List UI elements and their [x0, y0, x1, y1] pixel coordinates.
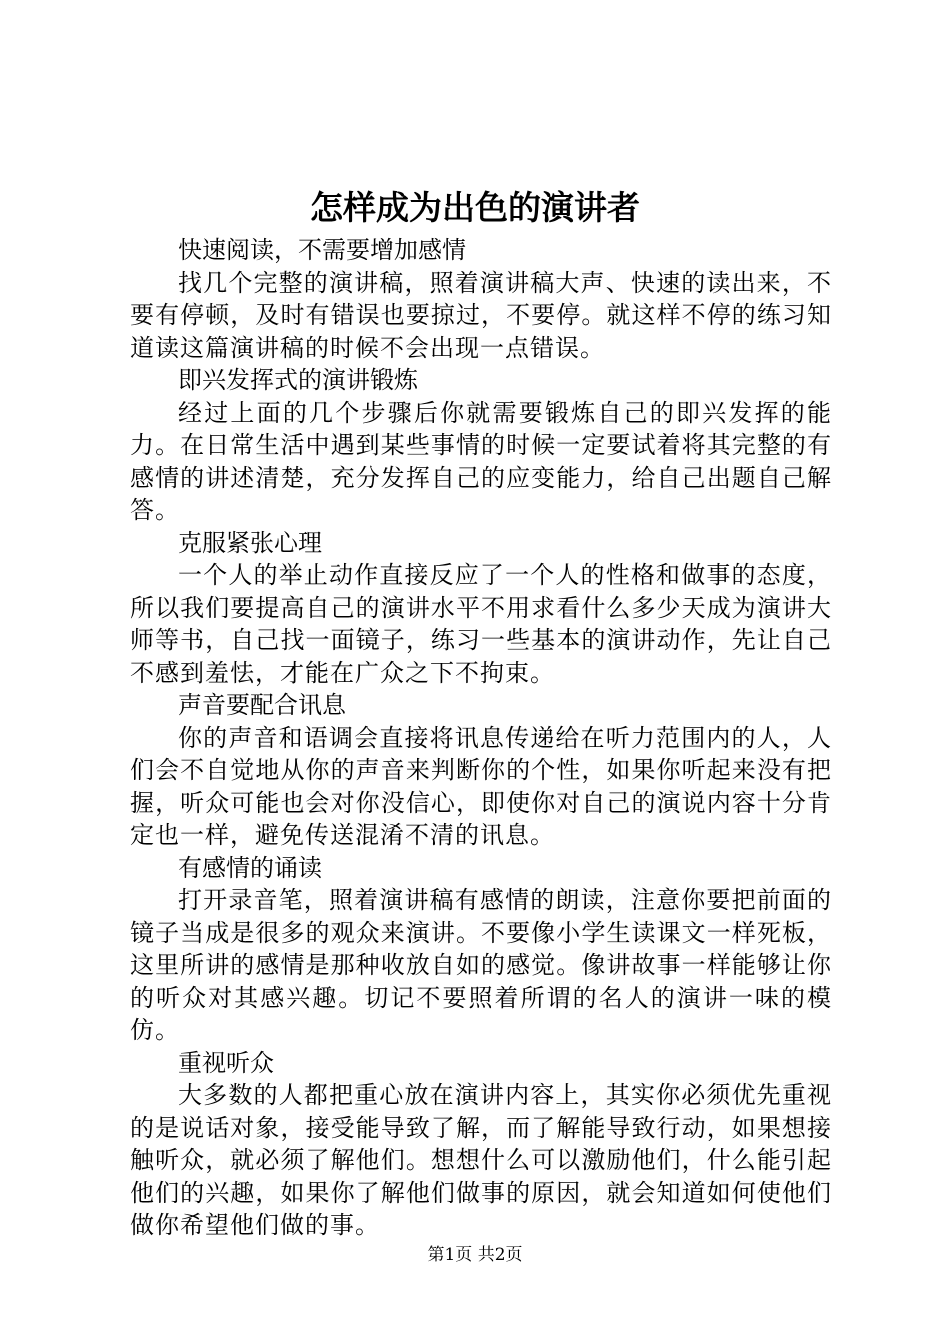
section-heading: 克服紧张心理 [178, 528, 322, 557]
section-paragraph: 一个人的举止动作直接反应了一个人的性格和做事的态度，所以我们要提高自己的演讲水平不用求看什么多少天成为演讲大师等书，自己找一面镜子，练习一些基本的演讲动作，先让自己不感到羞怯，才能在广众之下不拘束。 [130, 561, 832, 687]
section-2 [130, 364, 832, 527]
page-footer: 第1页 共2页 [427, 1245, 523, 1265]
section-heading: 有感情的诵读 [178, 853, 322, 882]
section-paragraph: 经过上面的几个步骤后你就需要锻炼自己的即兴发挥的能力。在日常生活中遇到某些事情的时候一定要试着将其完整的有感情的讲述清楚，充分发挥自己的应变能力，给自己出题自己解答。 [130, 398, 832, 524]
section-heading: 即兴发挥式的演讲锻炼 [178, 366, 418, 394]
section-4 [130, 689, 832, 852]
section-1 [130, 234, 832, 364]
section-heading: 重视听众 [178, 1048, 274, 1077]
section-paragraph: 大多数的人都把重心放在演讲内容上，其实你必须优先重视的是说话对象，接受能导致了解，而了解能导致行动，如果想接触听众，就必须了解他们。想想什么可以激励他们，什么能引起他们的兴趣，如果你了解他们做事的原因，就会知道如何使他们做你希望他们做的事。 [130, 1081, 832, 1239]
section-paragraph: 找几个完整的演讲稿，照着演讲稿大声、快速的读出来，不要有停顿，及时有错误也要掠过，不要停。就这样不停的练习知道读这篇演讲稿的时候不会出现一点错误。 [130, 268, 832, 362]
section-6 [130, 1047, 832, 1242]
section-paragraph: 你的声音和语调会直接将讯息传递给在听力范围内的人，人们会不自觉地从你的声音来判断你的个性，如果你听起来没有把握，听众可能也会对你没信心，即使你对自己的演说内容十分肯定也一样，避免传送混淆不清的讯息。 [130, 723, 832, 849]
section-3 [130, 527, 832, 690]
section-heading: 声音要配合讯息 [178, 691, 346, 719]
document-body [130, 234, 832, 1242]
section-heading: 快速阅读，不需要增加感情 [178, 236, 466, 264]
section-5 [130, 852, 832, 1047]
document-title: 怎样成为出色的演讲者 [310, 188, 640, 227]
section-paragraph: 打开录音笔，照着演讲稿有感情的朗读，注意你要把前面的镜子当成是很多的观众来演讲。不要像小学生读课文一样死板，这里所讲的感情是那种收放自如的感觉。像讲故事一样能够让你的听众对其感兴趣。切记不要照着所谓的名人的演讲一味的模仿。 [130, 886, 832, 1044]
